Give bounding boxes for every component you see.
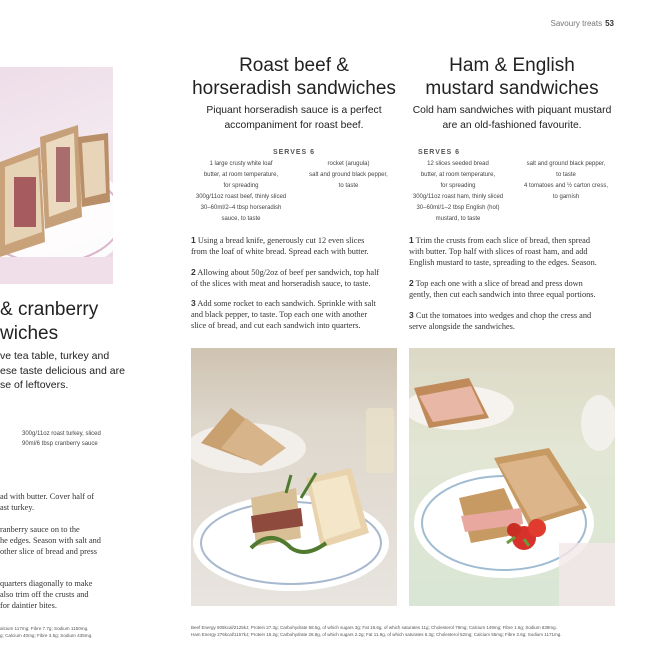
beef-serves: SERVES 6: [272, 149, 316, 156]
nutrition-line-ham: Ham Energy 276kcal/1157kJ; Protein 15.2g; Carbohydrate 28.8g, of which sugars 2.2g; Fat 11.9g, of which saturates 6.3g; Cholesterol 52mg; Calcium 55mg; Fibre 2.6g; Sodium 1171mg.: [191, 632, 562, 637]
left-step-line: ranberry sauce on to the: [0, 525, 80, 534]
left-intro-line: ese taste delicious and are: [0, 364, 125, 377]
left-step: [0, 578, 115, 611]
page-header: [551, 19, 614, 28]
ham-step-2: [409, 278, 624, 300]
section-title: Savoury treats: [550, 19, 603, 28]
left-ingredient: 90ml/6 tbsp cranberry sauce: [22, 441, 98, 447]
step-line: Using a bread knife, generously cut 12 even slices: [197, 236, 365, 245]
left-step-line: ast turkey.: [0, 503, 35, 512]
step-line: Allowing about 50g/2oz of beef per sandwich, top half: [197, 268, 380, 277]
ingredient: 12 slices seeded bread: [427, 161, 489, 167]
step-line: with butter. Top half with slices of roast ham, and add: [409, 247, 588, 257]
nutrition-info: [191, 624, 561, 638]
step-line: of the slices with meat and horseradish sauce, to taste.: [191, 279, 371, 289]
page-number: 53: [605, 19, 614, 28]
ham-step-1: [409, 235, 624, 269]
ingredient: sauce, to taste: [221, 216, 261, 222]
ingredient: to garnish: [552, 194, 580, 200]
left-recipe-title: [0, 298, 115, 346]
ingredient: to taste: [338, 183, 359, 189]
left-step: [0, 491, 115, 513]
step-line: Trim the crusts from each slice of bread, then spread: [415, 236, 591, 245]
step-line: Cut the tomatoes into wedges and chop the cress and: [415, 311, 592, 320]
step-line: Add some rocket to each sandwich. Sprinkle with salt: [197, 299, 376, 308]
left-step-line: for daintier bites.: [0, 601, 57, 610]
step-line: Top each one with a slice of bread and press down: [415, 279, 583, 288]
step-number: 3: [409, 310, 414, 320]
left-step-line: also trim off the crusts and: [0, 590, 89, 599]
step-number: 2: [409, 278, 414, 288]
step-line: and black pepper, to taste. Top each one with another: [191, 310, 368, 320]
step-line: serve alongside the sandwiches.: [409, 322, 515, 332]
beef-ingredients-col2: [297, 159, 400, 192]
step-number: 1: [409, 235, 414, 245]
ingredient: 4 tomatoes and ½ carton cress,: [523, 183, 609, 189]
ingredient: 300g/11oz roast beef, thinly sliced: [195, 194, 287, 200]
roast-beef-sandwich-photo: [191, 348, 397, 606]
ham-ingredients-col1: [404, 159, 512, 225]
ham-title-line: mustard sandwiches: [425, 78, 599, 99]
left-ingredient: 300g/11oz roast turkey, sliced: [22, 431, 101, 437]
ham-serves: SERVES 6: [417, 149, 461, 156]
ingredient: 30–60ml/1–2 tbsp English (hot): [416, 205, 500, 211]
left-nutrition-line: alcium 117mg; Fibre 7.7g; Sodium 1150mg.: [0, 626, 89, 631]
left-step-line: other slice of bread and press: [0, 547, 97, 556]
left-step: [0, 524, 115, 557]
ingredient: 1 large crusty white loaf: [209, 161, 273, 167]
ingredient: to taste: [556, 172, 576, 178]
ingredient: butter, at room temperature,: [420, 172, 496, 178]
ham-recipe-intro: [409, 103, 615, 133]
ham-sandwich-photo: [409, 348, 615, 606]
beef-step-2: [191, 267, 401, 289]
left-title-line: wiches: [0, 323, 59, 344]
beef-intro-line: accompaniment for roast beef.: [224, 120, 364, 131]
beef-step-1: [191, 235, 401, 257]
ham-intro-line: are an old-fashioned favourite.: [442, 120, 582, 131]
left-step-line: quarters diagonally to make: [0, 579, 93, 588]
left-nutrition: [0, 625, 112, 639]
ingredient: 300g/11oz roast ham, thinly sliced: [412, 194, 504, 200]
step-line: slice of bread, and cut each sandwich into quarters.: [191, 321, 361, 331]
beef-recipe-title: [191, 54, 397, 100]
left-title-line: & cranberry: [0, 299, 99, 320]
left-recipe-intro: [0, 349, 125, 393]
ingredient: mustard, to taste: [435, 216, 481, 222]
ingredient: butter, at room temperature,: [203, 172, 279, 178]
ham-ingredients-col2: [514, 159, 618, 203]
left-ingredients: [22, 429, 122, 449]
step-line: gently, then cut each sandwich into three equal portions.: [409, 290, 596, 300]
left-step-line: he edges. Season with salt and: [0, 536, 101, 545]
step-number: 3: [191, 298, 196, 308]
beef-title-line: horseradish sandwiches: [192, 78, 396, 99]
left-step-line: ad with butter. Cover half of: [0, 492, 95, 501]
ham-title-line: Ham & English: [449, 55, 575, 76]
left-nutrition-line: g; Calcium 40mg; Fibre 3.5g; Sodium 435mg.: [0, 633, 93, 638]
ingredient: salt and ground black pepper,: [309, 172, 388, 178]
nutrition-line-beef: Beef Energy 505kcal/2125kJ; Protein 27.3g; Carbohydrate 58.5g, of which sugars 3g; Fat 19.6g, of which saturates 11g; Cholesterol 79mg; Calcium 149mg; Fibre 1.6g; Sodium 838mg.: [191, 625, 557, 630]
beef-intro-line: Piquant horseradish sauce is a perfect: [206, 105, 382, 116]
ham-recipe-title: [409, 54, 615, 100]
beef-ingredients-col1: [188, 159, 294, 225]
left-intro-line: ve tea table, turkey and: [0, 350, 110, 362]
beef-recipe-intro: [191, 103, 397, 133]
ham-intro-line: Cold ham sandwiches with piquant mustard: [412, 105, 612, 116]
ingredient: salt and ground black pepper,: [526, 161, 606, 167]
step-number: 1: [191, 235, 196, 245]
step-line: English mustard to taste, spreading to the edges. Season.: [409, 258, 597, 268]
left-intro-line: se of leftovers.: [0, 379, 69, 391]
ingredient: for spreading: [440, 183, 476, 189]
turkey-sandwich-photo: [0, 67, 113, 284]
beef-step-3: [191, 298, 401, 332]
step-number: 2: [191, 267, 196, 277]
step-line: from the loaf of white bread. Spread each with butter.: [191, 247, 369, 257]
beef-title-line: Roast beef &: [239, 55, 349, 76]
ingredient: rocket (arugula): [327, 161, 370, 167]
ham-step-3: [409, 310, 624, 332]
ingredient: for spreading: [223, 183, 259, 189]
ingredient: 30–60ml/2–4 tbsp horseradish: [200, 205, 282, 211]
